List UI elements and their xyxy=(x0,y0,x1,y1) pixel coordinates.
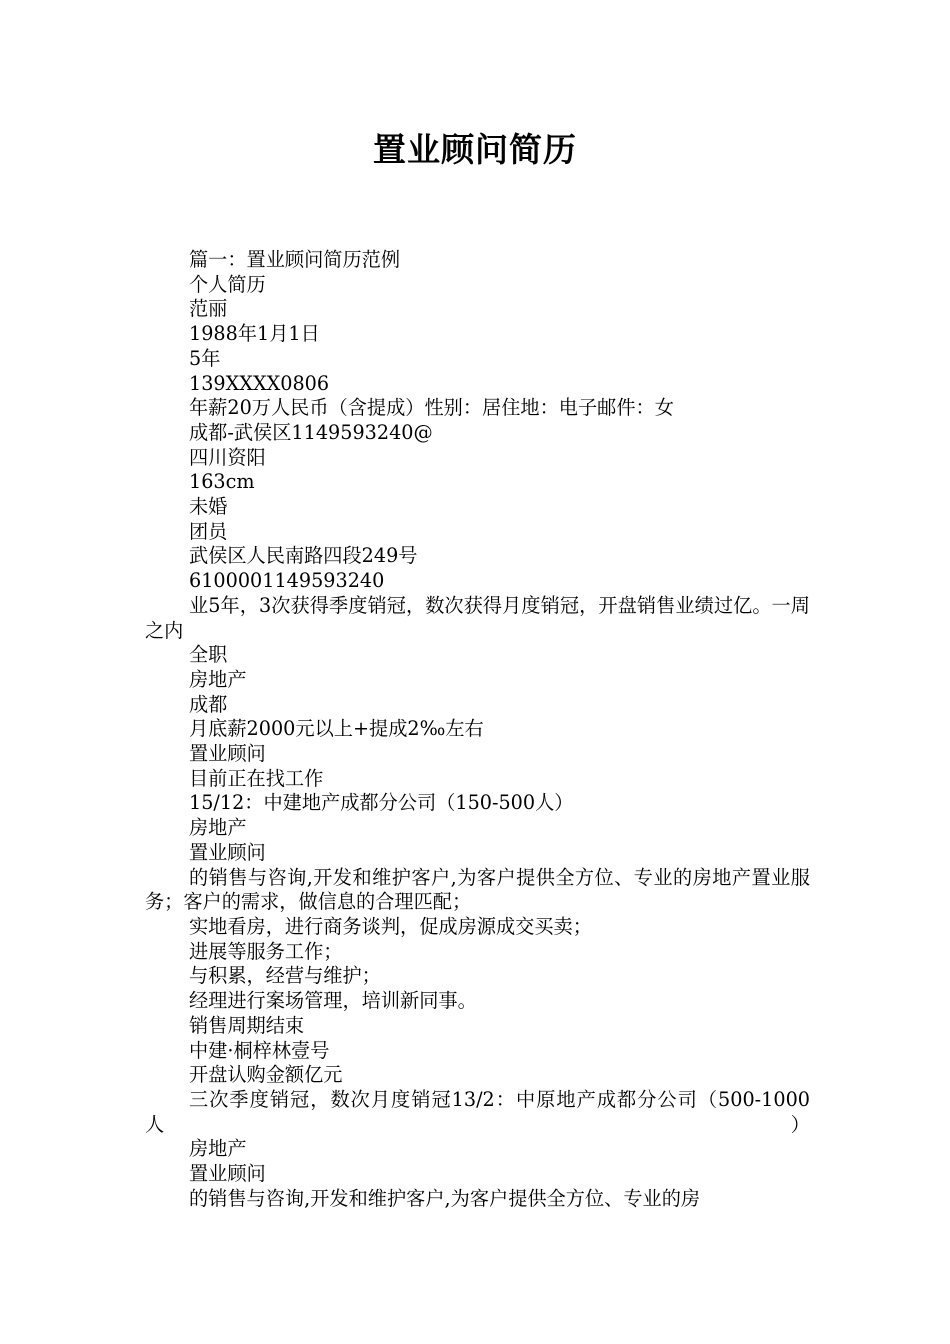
project-result-text: 开盘认购金额亿元 xyxy=(189,1063,343,1087)
id-number-text: 6100001149593240 xyxy=(189,569,385,593)
work-experience-1-duties: 的销售与咨询,开发和维护客户,为客户提供全方位、专业的房地产置业服务；客户的需求，做信息的合理匹配； xyxy=(145,865,810,914)
work-experience-2-industry: 房地产 xyxy=(189,1137,247,1161)
height-text: 163cm xyxy=(189,470,255,494)
experience-years-text: 5年 xyxy=(189,346,221,370)
section-heading: 篇一：置业顾问简历范例 xyxy=(189,248,401,271)
work-experience-2-duties: 的销售与咨询,开发和维护客户,为客户提供全方位、专业的房 xyxy=(189,1186,701,1210)
document-title: 置业顾问简历 xyxy=(373,130,577,169)
desired-salary-text: 月底薪2000元以上+提成2‰左右 xyxy=(189,717,484,741)
work-experience-2-position: 置业顾问 xyxy=(189,1162,266,1186)
address-text: 武侯区人民南路四段249号 xyxy=(189,544,418,568)
summary-paragraph: 业5年，3次获得季度销冠，数次获得月度销冠，开盘销售业绩过亿。一周之内 xyxy=(145,593,810,642)
resume-heading: 个人简历 xyxy=(189,272,266,296)
work-experience-1-note: 销售周期结束 xyxy=(189,1013,305,1037)
birth-date-text: 1988年1月1日 xyxy=(189,322,320,346)
job-status-text: 目前正在找工作 xyxy=(189,766,324,790)
work-experience-1-company: 15/12：中建地产成都分公司（150-500人） xyxy=(189,791,574,815)
phone-text: 139XXXX0806 xyxy=(189,371,330,395)
salary-text: 年薪20万人民币（含提成）性别：居住地：电子邮件：女 xyxy=(189,396,674,420)
work-experience-1-position: 置业顾问 xyxy=(189,840,266,864)
work-experience-1-duty-4: 与积累，经营与维护； xyxy=(189,964,381,988)
industry-text: 房地产 xyxy=(189,667,247,691)
document-body xyxy=(145,248,810,1211)
location-email-text: 成都-武侯区1149593240@ xyxy=(189,420,433,444)
job-type-text: 全职 xyxy=(189,643,228,667)
project-name-text: 中建·桐梓林壹号 xyxy=(189,1038,330,1062)
hometown-text: 四川资阳 xyxy=(189,445,266,469)
desired-city-text: 成都 xyxy=(189,692,228,716)
work-experience-1-duty-5: 经理进行案场管理，培训新同事。 xyxy=(189,989,477,1013)
work-experience-1-duty-3: 进展等服务工作； xyxy=(189,939,343,963)
desired-position-text: 置业顾问 xyxy=(189,742,266,766)
name-text: 范丽 xyxy=(189,297,228,321)
work-experience-2-company: 三次季度销冠，数次月度销冠13/2：中原地产成都分公司（500-1000人） xyxy=(145,1087,810,1136)
work-experience-1-industry: 房地产 xyxy=(189,816,247,840)
marital-status-text: 未婚 xyxy=(189,495,228,519)
political-status-text: 团员 xyxy=(189,519,228,543)
work-experience-1-duty-2: 实地看房，进行商务谈判，促成房源成交买卖； xyxy=(189,914,592,938)
